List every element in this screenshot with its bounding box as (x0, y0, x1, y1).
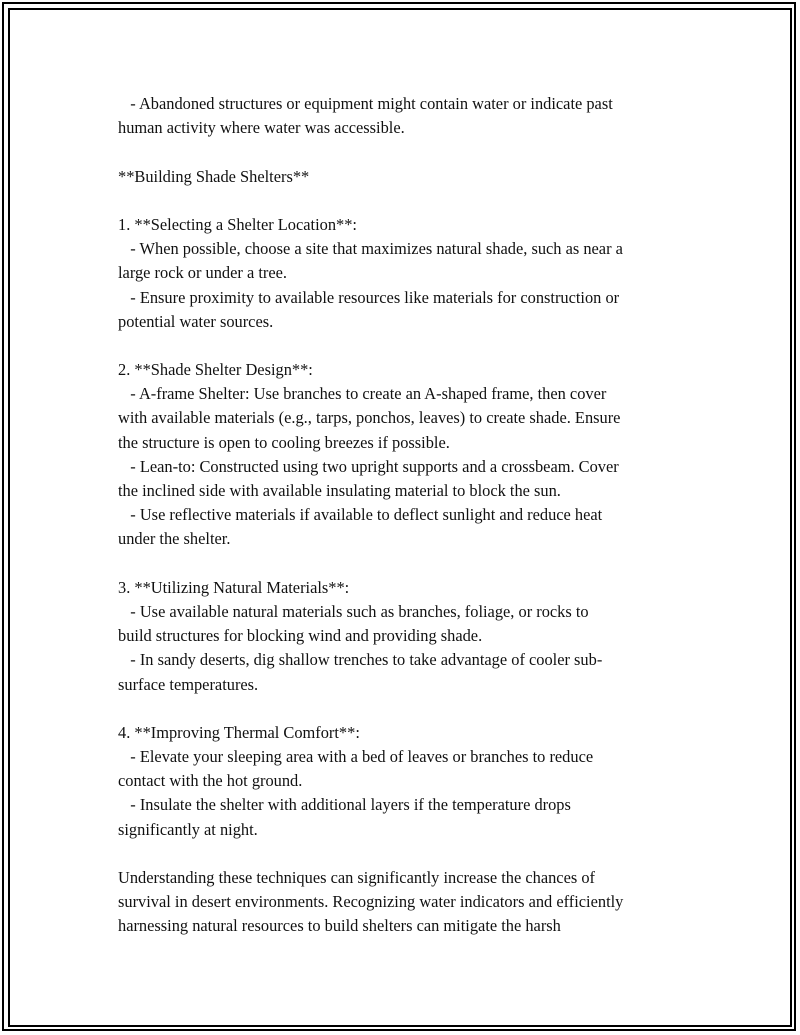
blank-line (118, 189, 698, 213)
blank-line (118, 140, 698, 164)
text-line: surface temperatures. (118, 674, 259, 694)
section-heading: **Building Shade Shelters** (118, 166, 310, 186)
numbered-item-heading: 2. **Shade Shelter Design**: (118, 360, 313, 380)
text-line: build structures for blocking wind and providing shade. (118, 626, 483, 646)
numbered-item-heading: 1. **Selecting a Shelter Location**: (118, 214, 357, 234)
text-line: - A-frame Shelter: Use branches to create an A-shaped frame, then cover (118, 384, 607, 404)
blank-line (118, 842, 698, 866)
numbered-item-heading: 4. **Improving Thermal Comfort**: (118, 722, 360, 742)
numbered-item-heading: 3. **Utilizing Natural Materials**: (118, 577, 350, 597)
text-line: - Elevate your sleeping area with a bed of leaves or branches to reduce (118, 747, 594, 767)
text-line: contact with the hot ground. (118, 771, 303, 791)
text-line: significantly at night. (118, 819, 258, 839)
conclusion-line: survival in desert environments. Recognizing water indicators and efficiently (118, 892, 624, 912)
text-line: - Ensure proximity to available resources like materials for construction or (118, 287, 620, 307)
text-line: - Use available natural materials such as branches, foliage, or rocks to (118, 601, 589, 621)
text-line: - Insulate the shelter with additional layers if the temperature drops (118, 795, 571, 815)
text-line: large rock or under a tree. (118, 263, 287, 283)
text-line: the structure is open to cooling breezes if possible. (118, 432, 450, 452)
blank-line (118, 334, 698, 358)
text-line: the inclined side with available insulating material to block the sun. (118, 481, 561, 500)
conclusion-line: harnessing natural resources to build shelters can mitigate the harsh (118, 916, 561, 936)
text-line: human activity where water was accessible. (118, 118, 405, 138)
blank-line (118, 697, 698, 721)
text-line: - Use reflective materials if available to deflect sunlight and reduce heat (118, 505, 603, 525)
text-line: - When possible, choose a site that maximizes natural shade, such as near a (118, 239, 623, 259)
blank-line (118, 552, 698, 576)
text-line: - In sandy deserts, dig shallow trenches to take advantage of cooler sub- (118, 650, 603, 670)
conclusion-line: Understanding these techniques can significantly increase the chances of (118, 868, 595, 887)
text-line: with available materials (e.g., tarps, ponchos, leaves) to create shade. Ensure (118, 408, 621, 428)
text-line: - Abandoned structures or equipment might contain water or indicate past (118, 94, 613, 113)
text-line: under the shelter. (118, 529, 231, 549)
document-body (118, 92, 698, 939)
text-line: - Lean-to: Constructed using two upright supports and a crossbeam. Cover (118, 456, 619, 476)
text-line: potential water sources. (118, 311, 274, 331)
